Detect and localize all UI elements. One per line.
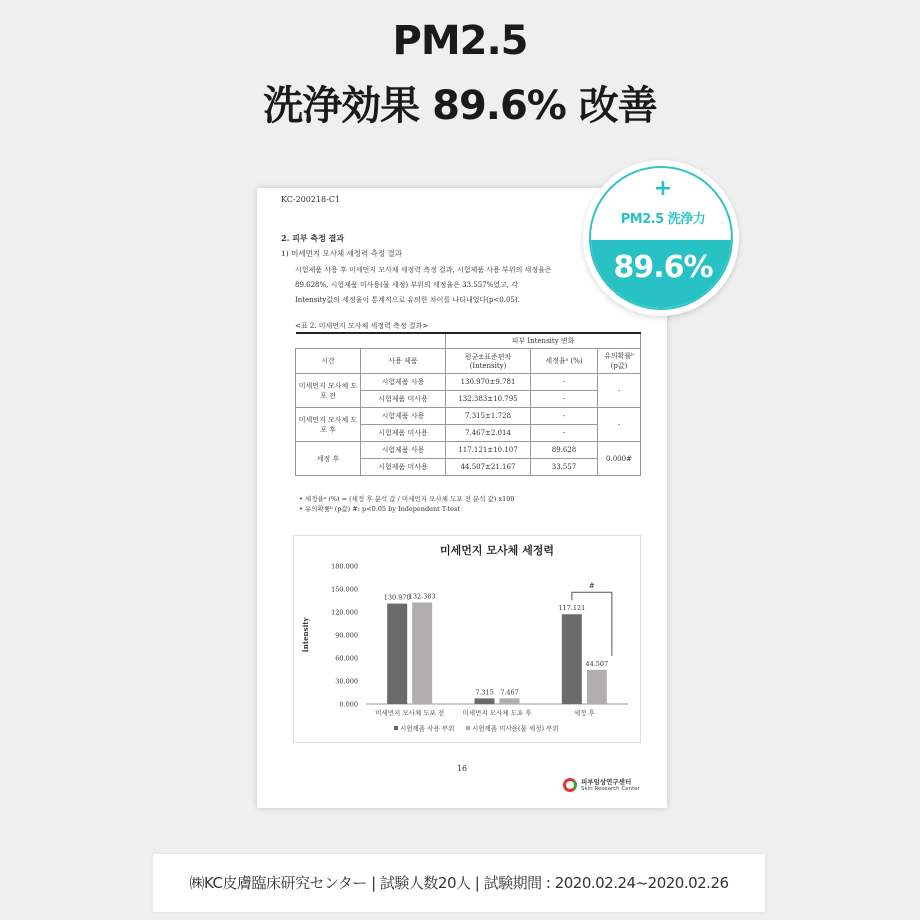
result-paragraph xyxy=(295,263,595,308)
table-cell: 시험제품 사용 xyxy=(361,408,446,425)
table-header: 세정율ᵃ (%) xyxy=(531,349,598,374)
chart-data-label: 117.121 xyxy=(558,604,586,613)
badge-label: PM2.5 洗浄力 xyxy=(620,212,706,227)
table-cell: 7.467±2.014 xyxy=(446,425,531,442)
logo-name-kr: 피부임상연구센터 xyxy=(581,778,632,786)
table-header: 시간 xyxy=(296,349,361,374)
pm25-cleansing-badge xyxy=(583,160,739,316)
paragraph-line: 89.628%, 시험제품 미사용(물 세정) 부위의 세정율은 33.557%였고, 각 xyxy=(295,281,519,289)
table-cell: 33.557 xyxy=(531,459,598,476)
paragraph-line: 시험제품 사용 후 미세먼지 모사체 세정력 측정 결과, 시험제품 사용 부위의 세정율은 xyxy=(295,266,552,274)
chart-bar xyxy=(412,603,432,704)
table-note: • 유의확률ᵇ (p값) #: p<0.05 by Independent T-test xyxy=(299,505,460,513)
chart-significance-mark: # xyxy=(588,582,595,591)
table-cell: - xyxy=(531,391,598,408)
table-cell: 132.383±10.795 xyxy=(446,391,531,408)
chart-y-tick-label: 120.000 xyxy=(331,608,358,617)
table-row xyxy=(296,374,641,391)
chart-bar xyxy=(562,614,582,704)
table-row xyxy=(296,408,641,425)
results-table xyxy=(295,332,641,476)
table-caption: <표 2. 미세먼지 모사체 세정력 측정 결과> xyxy=(295,322,429,330)
subsection-title: 1) 미세먼지 모사체 세정력 측정 결과 xyxy=(281,249,403,258)
chart-y-axis-label: Intensity xyxy=(301,617,310,653)
chart-y-tick-label: 60.000 xyxy=(335,654,358,663)
table-group-header: 피부 Intensity 변화 xyxy=(446,333,641,349)
chart-legend-label: 시험제품 미사용(물 세정) 부위 xyxy=(472,724,559,733)
paragraph-line: Intensity값의 세정율이 통계적으로 유의한 차이를 나타내었다(p<0.05). xyxy=(295,296,520,304)
chart-svg xyxy=(294,536,640,742)
chart-x-tick-label: 미세먼지 모사체 도포 후 xyxy=(462,709,532,717)
table-cell: 117.121±10.107 xyxy=(446,442,531,459)
cleansing-bar-chart xyxy=(293,535,641,743)
headline-line1: PM2.5 xyxy=(392,18,528,64)
chart-x-tick-label: 세정 후 xyxy=(573,709,595,717)
table-cell: 시험제품 미사용 xyxy=(361,425,446,442)
table-cell-time: 미세먼지 모사체 도포 전 xyxy=(296,374,361,408)
table-blank-cell xyxy=(296,333,446,349)
chart-y-tick-label: 0.000 xyxy=(339,700,358,709)
chart-data-label: 132.383 xyxy=(408,592,436,601)
report-code: KC-200218-C1 xyxy=(281,195,341,204)
table-note: • 세정율ᵃ (%) = (세정 후 분석 값 / 미세먼지 모사체 도포 전 분석 값) x100 xyxy=(299,495,515,503)
chart-y-tick-label: 180.000 xyxy=(331,562,358,571)
chart-title: 미세먼지 모사체 세정력 xyxy=(440,544,554,557)
chart-data-label: 7.315 xyxy=(475,688,494,697)
plus-icon: + xyxy=(653,176,673,201)
table-cell: 시험제품 사용 xyxy=(361,442,446,459)
table-row xyxy=(296,442,641,459)
table-cell-time: 세정 후 xyxy=(296,442,361,476)
table-cell: 7.315±1.728 xyxy=(446,408,531,425)
section-title: 2. 피부 측정 결과 xyxy=(281,233,345,243)
logo-name-en: Skin Research Center xyxy=(581,786,640,792)
table-header: 유의확률ᵇ (p값) xyxy=(598,349,641,374)
chart-bar xyxy=(387,604,407,704)
table-cell-p: - xyxy=(598,408,641,442)
table-cell: - xyxy=(531,408,598,425)
badge-ring xyxy=(589,166,733,310)
table-cell: 44.507±21.167 xyxy=(446,459,531,476)
table-cell: - xyxy=(531,374,598,391)
table-cell: - xyxy=(531,425,598,442)
chart-legend-swatch xyxy=(466,726,470,730)
page-number: 16 xyxy=(456,764,468,773)
chart-legend-label: 시험제품 사용 부위 xyxy=(400,724,455,733)
table-cell: 시험제품 사용 xyxy=(361,374,446,391)
chart-data-label: 7.467 xyxy=(500,688,519,697)
chart-y-tick-label: 150.000 xyxy=(331,585,358,594)
table-cell: 시험제품 미사용 xyxy=(361,391,446,408)
chart-data-label: 44.507 xyxy=(585,659,609,668)
table-cell-p: - xyxy=(598,374,641,408)
table-cell: 130.970±9.781 xyxy=(446,374,531,391)
table-cell-time: 미세먼지 모사체 도포 후 xyxy=(296,408,361,442)
table-header: 사용 제품 xyxy=(361,349,446,374)
chart-y-tick-label: 90.000 xyxy=(335,631,358,640)
chart-bar xyxy=(587,670,607,704)
badge-value: 89.6% xyxy=(613,250,713,285)
footer-info: ㈱KC皮膚臨床研究センター | 試験人数20人 | 試験期間 : 2020.02.24~2020.02.26 xyxy=(153,854,765,912)
logo-mark-icon xyxy=(563,778,577,792)
chart-x-tick-label: 미세먼지 모사체 도포 전 xyxy=(375,709,445,717)
table-header: 평균±표준편차 (Intensity) xyxy=(446,349,531,374)
headline-line2: 洗浄効果 89.6% 改善 xyxy=(263,83,657,129)
chart-bar xyxy=(475,698,495,704)
table-notes xyxy=(299,494,515,514)
table-cell-p: 0.000# xyxy=(598,442,641,476)
chart-bar xyxy=(500,698,520,704)
table-cell: 89.628 xyxy=(531,442,598,459)
table-cell: 시험제품 미사용 xyxy=(361,459,446,476)
chart-legend-swatch xyxy=(394,726,398,730)
chart-data-label: 130.970 xyxy=(383,593,411,602)
chart-y-tick-label: 30.000 xyxy=(335,677,358,686)
